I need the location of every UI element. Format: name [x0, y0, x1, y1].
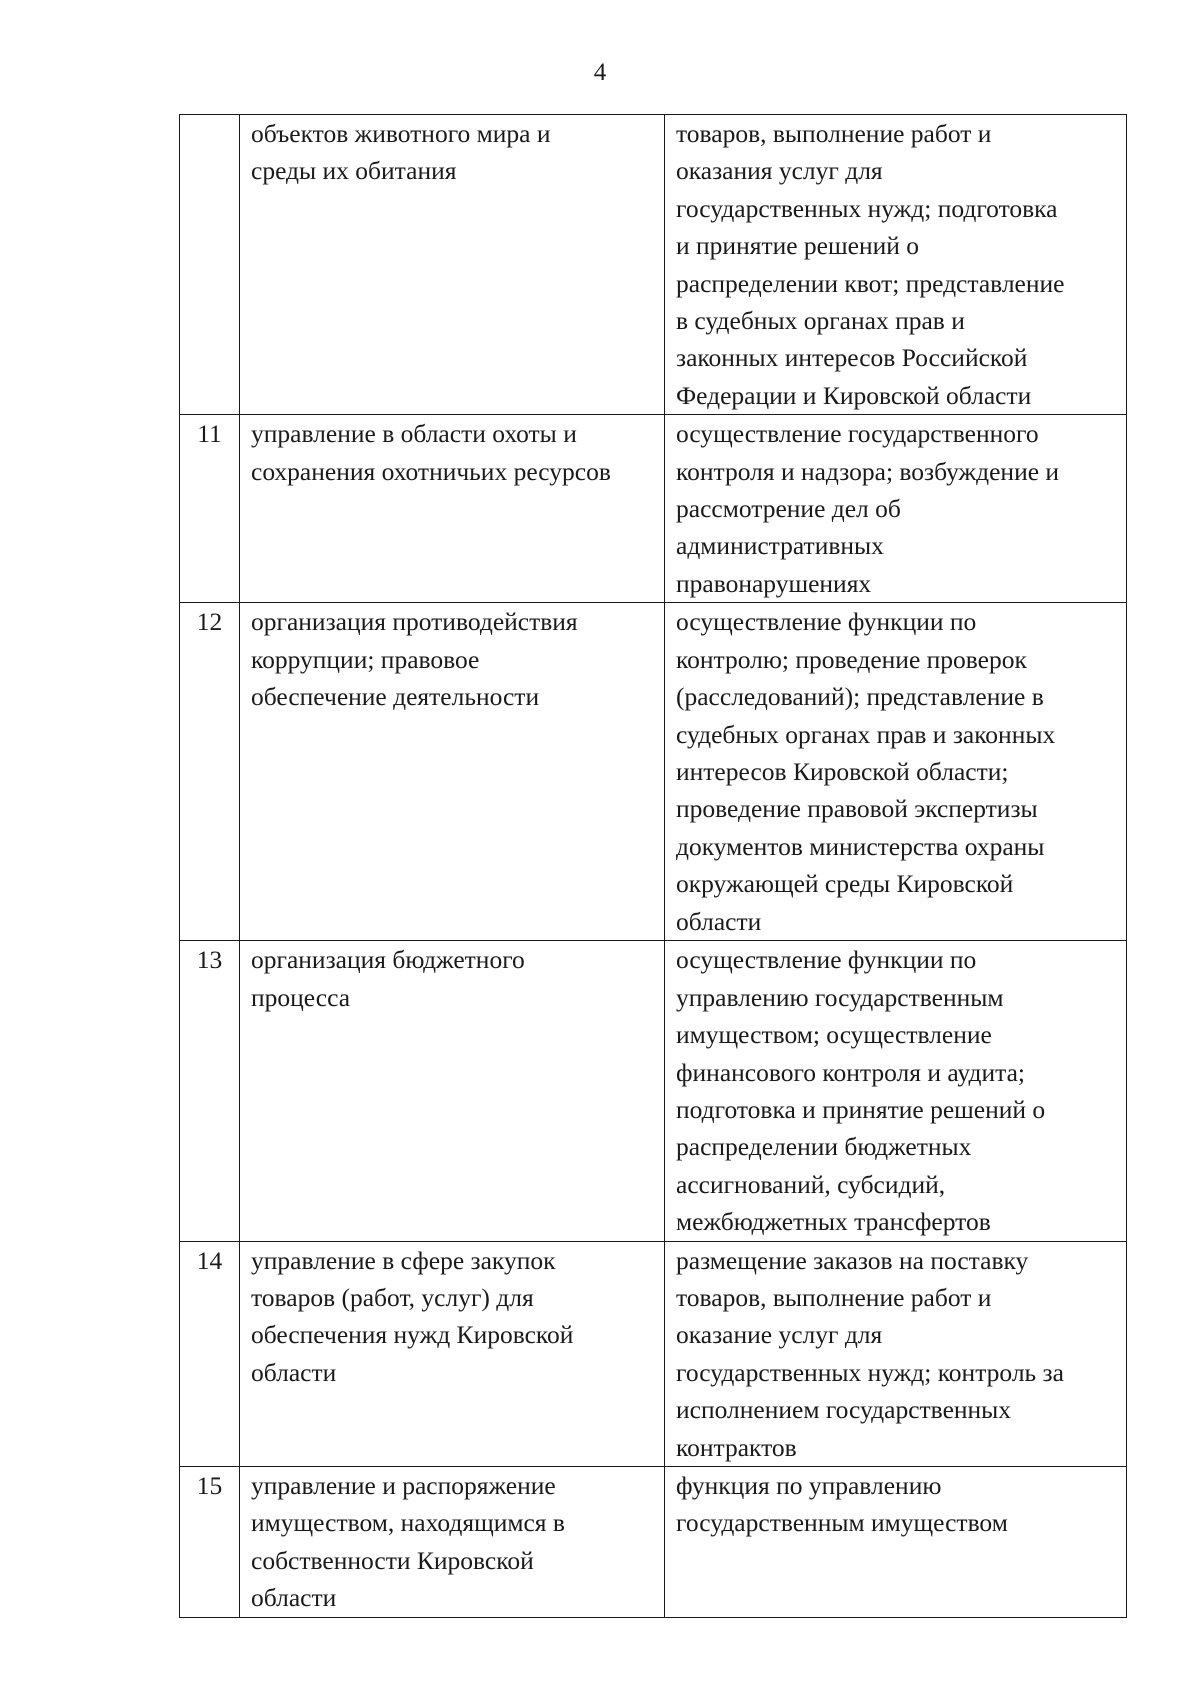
- function-line: правонарушениях: [676, 568, 872, 598]
- function-line: оказание услуг для: [676, 1320, 883, 1350]
- activity-area-line: процесса: [251, 982, 351, 1012]
- row-number: 12: [180, 603, 240, 941]
- activity-area-line: организация противодействия: [251, 607, 578, 637]
- activity-area-line: среды их обитания: [251, 156, 457, 186]
- row-number: [180, 115, 240, 415]
- function-line: распределении квот; представление: [676, 268, 1065, 298]
- function-line: рассмотрение дел об: [676, 494, 901, 524]
- activity-area-line: собственности Кировской: [251, 1545, 534, 1575]
- function-line: государственных нужд; подготовка: [676, 193, 1058, 223]
- function-line: и принятие решений о: [676, 231, 920, 261]
- function-line: управлению государственным: [676, 982, 1004, 1012]
- functions-cell: [665, 603, 1127, 941]
- function-line: проведение правовой экспертизы: [676, 794, 1038, 824]
- functions-table: [179, 114, 1127, 1618]
- function-line: законных интересов Российской: [676, 343, 1028, 373]
- table-row: [180, 941, 1127, 1241]
- functions-table-body: [180, 115, 1127, 1618]
- function-line: контролю; проведение проверок: [676, 644, 1027, 674]
- function-line: контроля и надзора; возбуждение и: [676, 456, 1060, 486]
- function-line: осуществление функции по: [676, 607, 977, 637]
- functions-cell: [665, 941, 1127, 1241]
- function-line: судебных органах прав и законных: [676, 719, 1056, 749]
- row-number: 11: [180, 415, 240, 603]
- table-row: [180, 115, 1127, 415]
- function-line: распределении бюджетных: [676, 1132, 972, 1162]
- function-line: финансового контроля и аудита;: [676, 1057, 1026, 1087]
- activity-area-line: области: [251, 1357, 337, 1387]
- function-line: окружающей среды Кировской: [676, 869, 1014, 899]
- function-line: осуществление функции по: [676, 945, 977, 975]
- function-line: государственным имуществом: [676, 1508, 1008, 1538]
- function-line: государственных нужд; контроль за: [676, 1357, 1064, 1387]
- activity-area-line: имуществом, находящимся в: [251, 1508, 565, 1538]
- activity-area-line: сохранения охотничьих ресурсов: [251, 456, 611, 486]
- table-row: [180, 1241, 1127, 1466]
- table-row: [180, 415, 1127, 603]
- activity-area-line: управление в области охоты и: [251, 419, 577, 449]
- function-line: (расследований); представление в: [676, 682, 1044, 712]
- function-line: оказания услуг для: [676, 156, 883, 186]
- activity-area-line: объектов животного мира и: [251, 119, 551, 148]
- activity-area-cell: [240, 115, 665, 415]
- function-line: интересов Кировской области;: [676, 756, 1009, 786]
- function-line: размещение заказов на поставку: [676, 1245, 1029, 1275]
- functions-cell: [665, 415, 1127, 603]
- function-line: ассигнований, субсидий,: [676, 1169, 946, 1199]
- row-number: 15: [180, 1466, 240, 1617]
- table-row: [180, 603, 1127, 941]
- activity-area-line: управление в сфере закупок: [251, 1245, 556, 1275]
- function-line: функция по управлению: [676, 1470, 942, 1500]
- activity-area-cell: [240, 603, 665, 941]
- activity-area-cell: [240, 1241, 665, 1466]
- function-line: Федерации и Кировской области: [676, 380, 1032, 410]
- activity-area-line: товаров (работ, услуг) для: [251, 1282, 534, 1312]
- activity-area-cell: [240, 1466, 665, 1617]
- row-number: 14: [180, 1241, 240, 1466]
- function-line: административных: [676, 531, 884, 561]
- functions-cell: [665, 1241, 1127, 1466]
- table-row: [180, 1466, 1127, 1617]
- row-number: 13: [180, 941, 240, 1241]
- function-line: товаров, выполнение работ и: [676, 119, 992, 148]
- function-line: осуществление государственного: [676, 419, 1039, 449]
- activity-area-line: организация бюджетного: [251, 945, 525, 975]
- function-line: документов министерства охраны: [676, 831, 1045, 861]
- function-line: подготовка и принятие решений о: [676, 1094, 1046, 1124]
- function-line: исполнением государственных: [676, 1395, 1012, 1425]
- activity-area-line: области: [251, 1583, 337, 1613]
- activity-area-line: управление и распоряжение: [251, 1470, 556, 1500]
- function-line: в судебных органах прав и: [676, 306, 965, 336]
- activity-area-cell: [240, 941, 665, 1241]
- function-line: области: [676, 906, 762, 936]
- activity-area-line: обеспечения нужд Кировской: [251, 1320, 574, 1350]
- functions-cell: [665, 1466, 1127, 1617]
- function-line: имуществом; осуществление: [676, 1020, 992, 1050]
- activity-area-cell: [240, 415, 665, 603]
- function-line: контрактов: [676, 1432, 797, 1462]
- activity-area-line: обеспечение деятельности: [251, 682, 540, 712]
- activity-area-line: коррупции; правовое: [251, 644, 480, 674]
- functions-cell: [665, 115, 1127, 415]
- page-number: 4: [593, 59, 607, 86]
- function-line: межбюджетных трансфертов: [676, 1207, 991, 1237]
- function-line: товаров, выполнение работ и: [676, 1282, 992, 1312]
